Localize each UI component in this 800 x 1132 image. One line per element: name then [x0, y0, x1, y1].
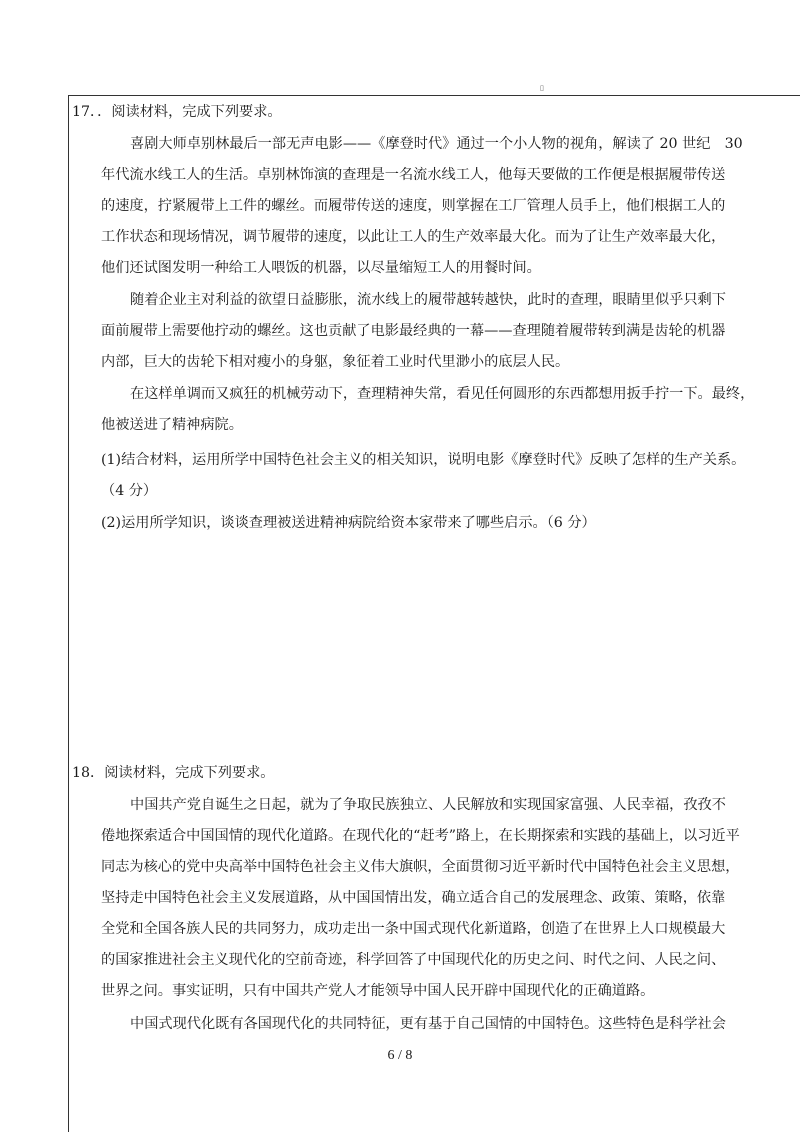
- q18-p1-line: 中国共产党自诞生之日起，就为了争取民族独立、人民解放和实现国家富强、人民幸福，孜孜不: [130, 797, 726, 813]
- q17-p3-line: 他被送进了精神病院。: [101, 417, 243, 433]
- page-frame-left-border: [68, 95, 69, 1132]
- q17-p2-line: 内部，巨大的齿轮下相对瘦小的身躯，象征着工业时代里渺小的底层人民。: [101, 354, 570, 370]
- q17-p1-line: 工作状态和现场情况，调节履带的速度，以此让工人的生产效率最大化。而为了让生产效率最大化，: [101, 229, 726, 245]
- q18-heading: 18．阅读材料，完成下列要求。: [72, 765, 275, 781]
- q17-sub-question-1-points: （4 分）: [101, 483, 158, 499]
- q17-heading: 17．．阅读材料，完成下列要求。: [72, 104, 282, 120]
- q17-p1-line: 的速度，拧紧履带上工件的螺丝。而履带传送的速度，则掌握在工厂管理人员手上，他们根据工人的: [101, 198, 726, 214]
- q17-sub-question-1: (1)结合材料，运用所学中国特色社会主义的相关知识，说明电影《摩登时代》反映了怎样的生产关系。: [101, 452, 746, 468]
- q17-p1-line: 喜剧大师卓别林最后一部无声电影——《摩登时代》通过一个小人物的视角，解读了 20 世纪 30: [130, 136, 743, 152]
- q17-p3-line: 在这样单调而又疯狂的机械劳动下，查理精神失常，看见任何圆形的东西都想用扳手拧一下。最终，: [130, 386, 755, 402]
- q17-p2-line: 随着企业主对利益的欲望日益膨胀，流水线上的履带越转越快，此时的查理，眼睛里似乎只剩下: [130, 292, 726, 308]
- q17-p2-line: 面前履带上需要他拧动的螺丝。这也贡献了电影最经典的一幕——查理随着履带转到满是齿轮的机器: [101, 323, 726, 339]
- q18-p1-line: 的国家推进社会主义现代化的空前奇迹，科学回答了中国现代化的历史之问、时代之问、人民之问、: [101, 952, 726, 968]
- page-number: 6 / 8: [387, 1048, 413, 1063]
- q17-p1-line: 他们还试图发明一种给工人喂饭的机器，以尽量缩短工人的用餐时间。: [101, 260, 541, 276]
- q18-p1-line: 世界之问。事实证明，只有中国共产党人才能领导中国人民开辟中国现代化的正确道路。: [101, 983, 655, 999]
- q18-p1-line: 坚持走中国特色社会主义发展道路，从中国国情出发，确立适合自己的发展理念、政策、策略，依靠: [101, 890, 726, 906]
- q18-p1-line: 全党和全国各族人民的共同努力，成功走出一条中国式现代化新道路，创造了在世界上人口规模最大: [101, 921, 726, 937]
- q18-p2-line: 中国式现代化既有各国现代化的共同特征，更有基于自己国情的中国特色。这些特色是科学社会: [130, 1016, 726, 1032]
- q17-sub-question-2: (2)运用所学知识，谈谈查理被送进精神病院给资本家带来了哪些启示。（6 分）: [101, 515, 596, 531]
- top-marker: ▯: [540, 84, 544, 92]
- q17-p1-line: 年代流水线工人的生活。卓别林饰演的查理是一名流水线工人，他每天要做的工作便是根据履带传送: [101, 167, 726, 183]
- q18-p1-line: 倦地探索适合中国国情的现代化道路。在现代化的“赶考”路上，在长期探索和实践的基础上，以习近平: [101, 828, 740, 844]
- page-frame-top-border: [68, 95, 800, 96]
- q18-p1-line: 同志为核心的党中央高举中国特色社会主义伟大旗帜，全面贯彻习近平新时代中国特色社会主义思想，: [101, 859, 740, 875]
